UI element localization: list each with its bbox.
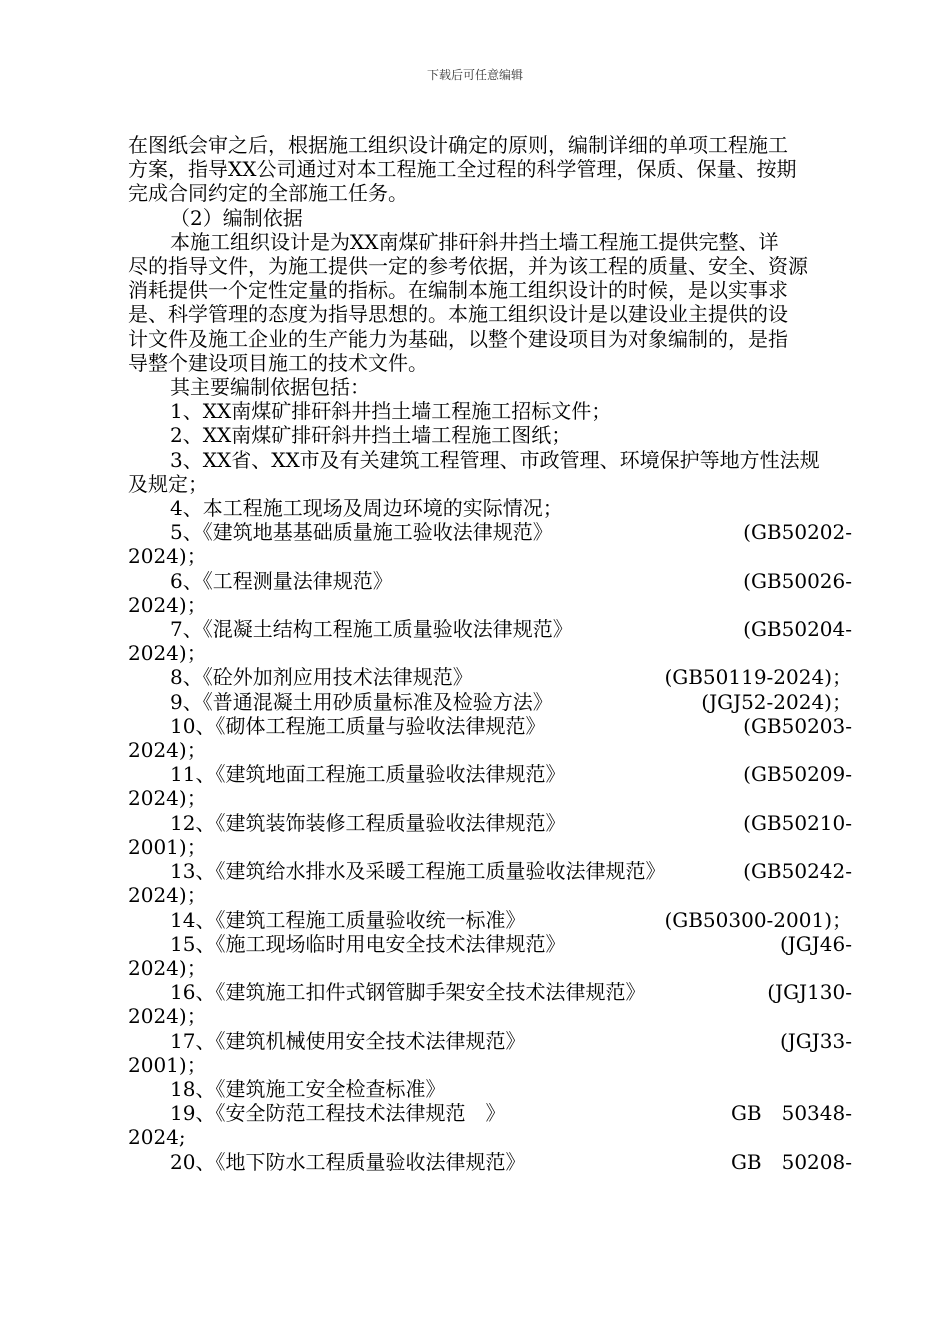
list-item: 1、XX南煤矿排矸斜井挡土墙工程施工招标文件；: [170, 399, 612, 424]
reference-code: (JGJ130-: [767, 980, 852, 1005]
reference-item: [128, 690, 852, 714]
reference-item: [128, 811, 852, 835]
reference-item: [128, 980, 852, 1004]
basis-paragraph-line: 导整个建设项目施工的技术文件。: [128, 350, 428, 375]
reference-code-continuation: 2024)；: [128, 544, 207, 569]
document-body: [128, 133, 852, 1174]
reference-code: (JGJ52-2024)；: [701, 689, 852, 714]
basis-paragraph-line: 本施工组织设计是为XX南煤矿排矸斜井挡土墙工程施工提供完整、详: [170, 229, 779, 254]
section-heading: （2）编制依据: [170, 205, 303, 230]
reference-item: [128, 665, 852, 689]
reference-item: [128, 859, 852, 883]
reference-item: [128, 569, 852, 593]
reference-code: (GB50209-: [743, 762, 852, 787]
reference-code: (GB50203-: [743, 713, 852, 738]
reference-code-continuation: 2001)；: [128, 834, 207, 859]
list-item: 2、XX南煤矿排矸斜井挡土墙工程施工图纸；: [170, 423, 572, 448]
basis-paragraph-line: 是、科学管理的态度为指导思想的。本施工组织设计是以建设业主提供的设: [128, 302, 788, 327]
reference-code-continuation: 2024;: [128, 1125, 186, 1150]
list-item: 3、XX省、XX市及有关建筑工程管理、市政管理、环境保护等地方性法规: [170, 447, 820, 472]
reference-title: 6、《工程测量法律规范》: [170, 568, 393, 593]
reference-title: 11、《建筑地面工程施工质量验收法律规范》: [170, 762, 566, 787]
reference-title: 20、《地下防水工程质量验收法律规范》: [170, 1149, 526, 1174]
reference-code: GB 50208-: [730, 1149, 852, 1174]
reference-title: 9、《普通混凝土用砂质量标准及检验方法》: [170, 689, 553, 714]
reference-code-continuation: 2024)；: [128, 592, 207, 617]
reference-item: [128, 714, 852, 738]
reference-item: [128, 1077, 852, 1101]
reference-code-continuation: 2024)；: [128, 641, 207, 666]
intro-line: 完成合同约定的全部施工任务。: [128, 181, 408, 206]
reference-list: [128, 520, 852, 1173]
reference-title: 15、《施工现场临时用电安全技术法律规范》: [170, 931, 566, 956]
reference-item: [128, 908, 852, 932]
reference-title: 14、《建筑工程施工质量验收统一标准》: [170, 907, 526, 932]
reference-code-continuation: 2024)；: [128, 883, 207, 908]
reference-title: 18、《建筑施工安全检查标准》: [170, 1076, 446, 1101]
list-intro: 其主要编制依据包括：: [170, 375, 370, 400]
reference-title: 7、《混凝土结构工程施工质量验收法律规范》: [170, 617, 573, 642]
reference-title: 10、《砌体工程施工质量与验收法律规范》: [170, 713, 546, 738]
reference-code-continuation: 2001)；: [128, 1052, 207, 1077]
reference-code: (JGJ33-: [779, 1028, 852, 1053]
intro-line: 在图纸会审之后，根据施工组织设计确定的原则，编制详细的单项工程施工: [128, 133, 788, 157]
page-header-note: 下载后可任意编辑: [426, 68, 523, 82]
reference-item: [128, 1101, 852, 1125]
reference-code-continuation: 2024)；: [128, 955, 207, 980]
reference-item: [128, 1029, 852, 1053]
reference-code-continuation: 2024)；: [128, 738, 207, 763]
reference-title: 8、《砼外加剂应用技术法律规范》: [170, 665, 473, 690]
basis-paragraph-line: 尽的指导文件，为施工提供一定的参考依据，并为该工程的质量、安全、资源: [128, 254, 808, 279]
reference-title: 13、《建筑给水排水及采暖工程施工质量验收法律规范》: [170, 859, 666, 884]
reference-code-continuation: 2024)；: [128, 786, 207, 811]
reference-code: (GB50026-: [743, 568, 852, 593]
list-item: 4、本工程施工现场及周边环境的实际情况；: [170, 496, 563, 521]
reference-item: [128, 1150, 852, 1174]
reference-code: (GB50119-2024)；: [664, 665, 852, 690]
basis-paragraph-line: 计文件及施工企业的生产能力为基础，以整个建设项目为对象编制的，是指: [128, 326, 788, 351]
intro-line: 方案，指导XX公司通过对本工程施工全过程的科学管理，保质、保量、按期: [128, 157, 797, 182]
reference-code: GB 50348-: [730, 1101, 852, 1126]
reference-code: (GB50204-: [743, 617, 852, 642]
reference-item: [128, 762, 852, 786]
reference-title: 12、《建筑装饰装修工程质量验收法律规范》: [170, 810, 566, 835]
reference-code: (GB50242-: [743, 859, 852, 884]
reference-title: 16、《建筑施工扣件式钢管脚手架安全技术法律规范》: [170, 980, 646, 1005]
reference-item: [128, 520, 852, 544]
reference-title: 19、《安全防范工程技术法律规范 》: [170, 1101, 506, 1126]
reference-code: (GB50202-: [743, 520, 852, 545]
reference-title: 17、《建筑机械使用安全技术法律规范》: [170, 1028, 526, 1053]
list-item-continuation: 及规定；: [128, 471, 208, 496]
reference-code: (JGJ46-: [779, 931, 852, 956]
reference-code: (GB50300-2001)；: [664, 907, 852, 932]
reference-code-continuation: 2024)；: [128, 1004, 207, 1029]
reference-title: 5、《建筑地基基础质量施工验收法律规范》: [170, 520, 553, 545]
basis-paragraph-line: 消耗提供一个定性定量的指标。在编制本施工组织设计的时候，是以实事求: [128, 278, 788, 303]
reference-item: [128, 932, 852, 956]
reference-code: (GB50210-: [743, 810, 852, 835]
reference-item: [128, 617, 852, 641]
